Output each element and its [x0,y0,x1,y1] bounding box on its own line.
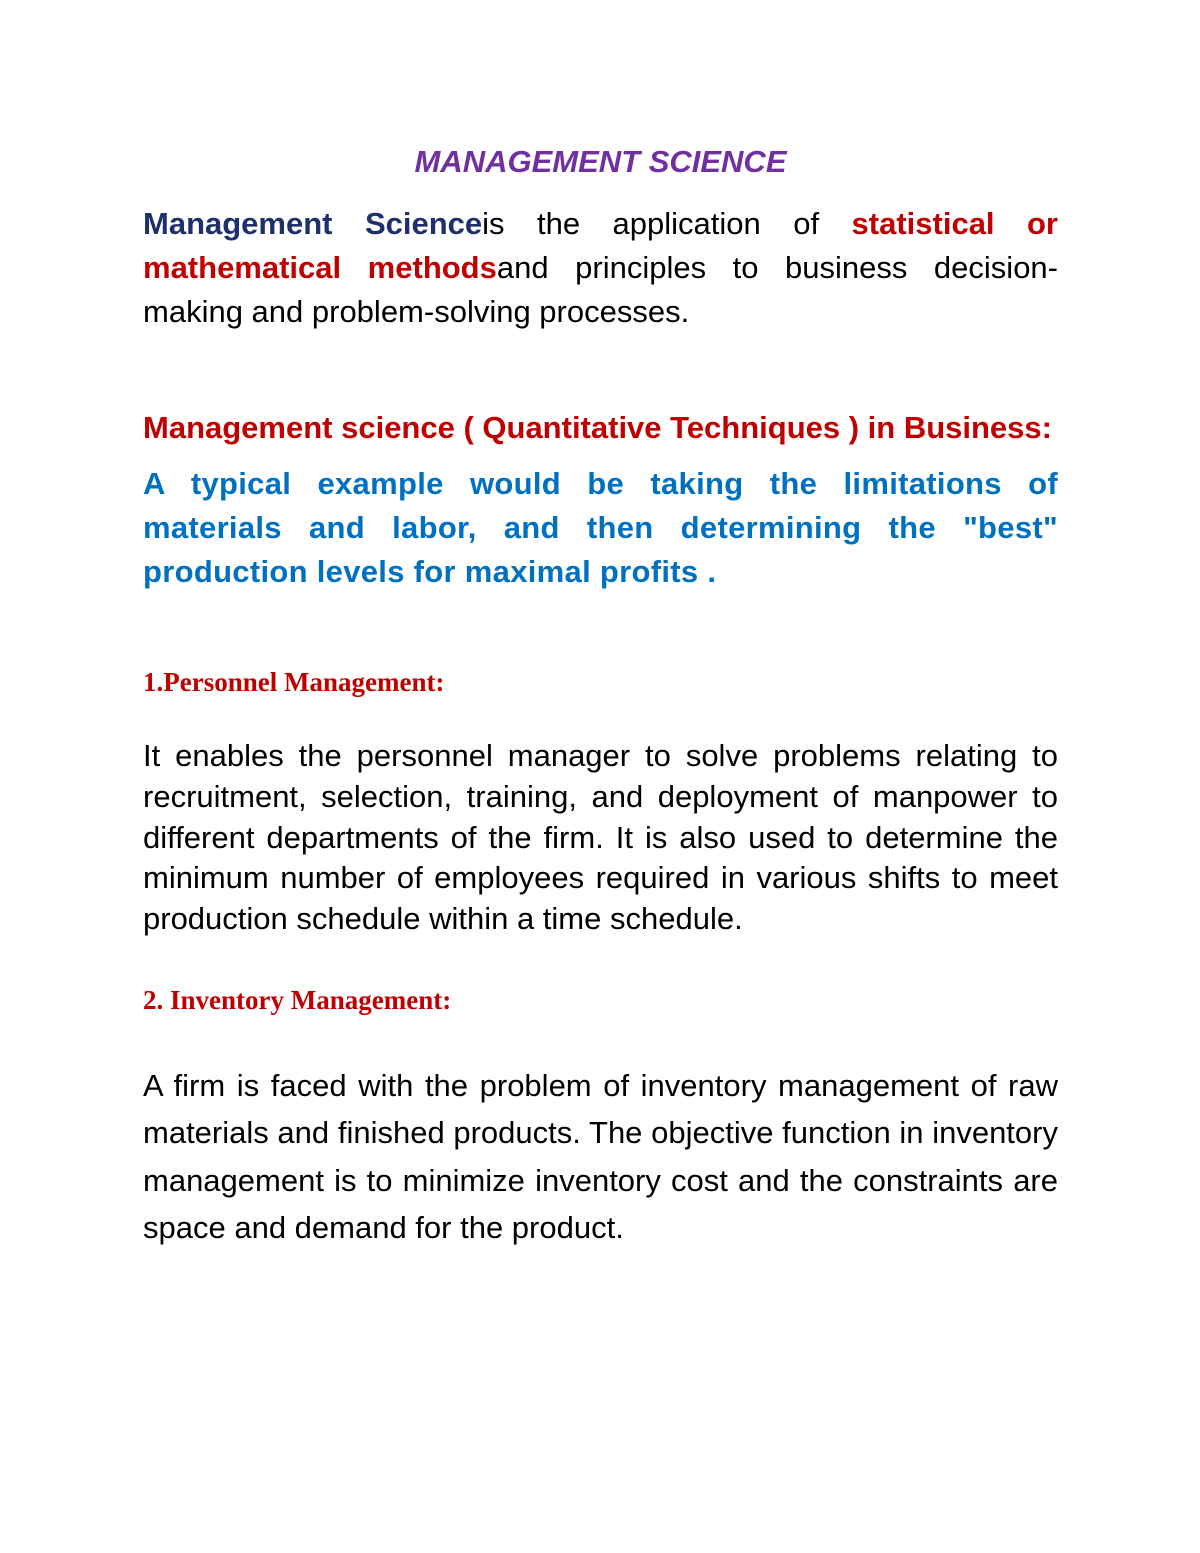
methods-highlight: statistical or mathematical methods [143,206,1058,285]
qt-heading: Management science ( Quantitative Techniques ) in Business: [143,410,1052,445]
definition-paragraph [143,202,1058,334]
inventory-management-body: A firm is faced with the problem of inventory management of raw materials and finished products. The objective function in inventory management is to minimize inventory cost and the constraints are space and demand for the product. [143,1067,1058,1246]
term-management-science: Management Science [143,206,483,241]
personnel-management-body: It enables the personnel manager to solve problems relating to recruitment, selection, training, and deployment of manpower to different departments of the firm. It is also used to determine the minimum number of employees required in various shifts to meet production schedule within a time schedule. [143,738,1058,937]
definition-text-1: is the application of [482,206,852,241]
personnel-management-heading: 1.Personnel Management: [143,667,445,697]
definition-text-2: and principles to business decision-making and problem-solving processes. [143,250,1058,329]
document-title: MANAGEMENT SCIENCE [414,144,787,179]
document-page [143,140,1058,1252]
example-paragraph: A typical example would be taking the limitations of materials and labor, and then determining the "best" production levels for maximal profits . [143,466,1058,589]
inventory-management-heading: 2. Inventory Management: [143,984,452,1015]
